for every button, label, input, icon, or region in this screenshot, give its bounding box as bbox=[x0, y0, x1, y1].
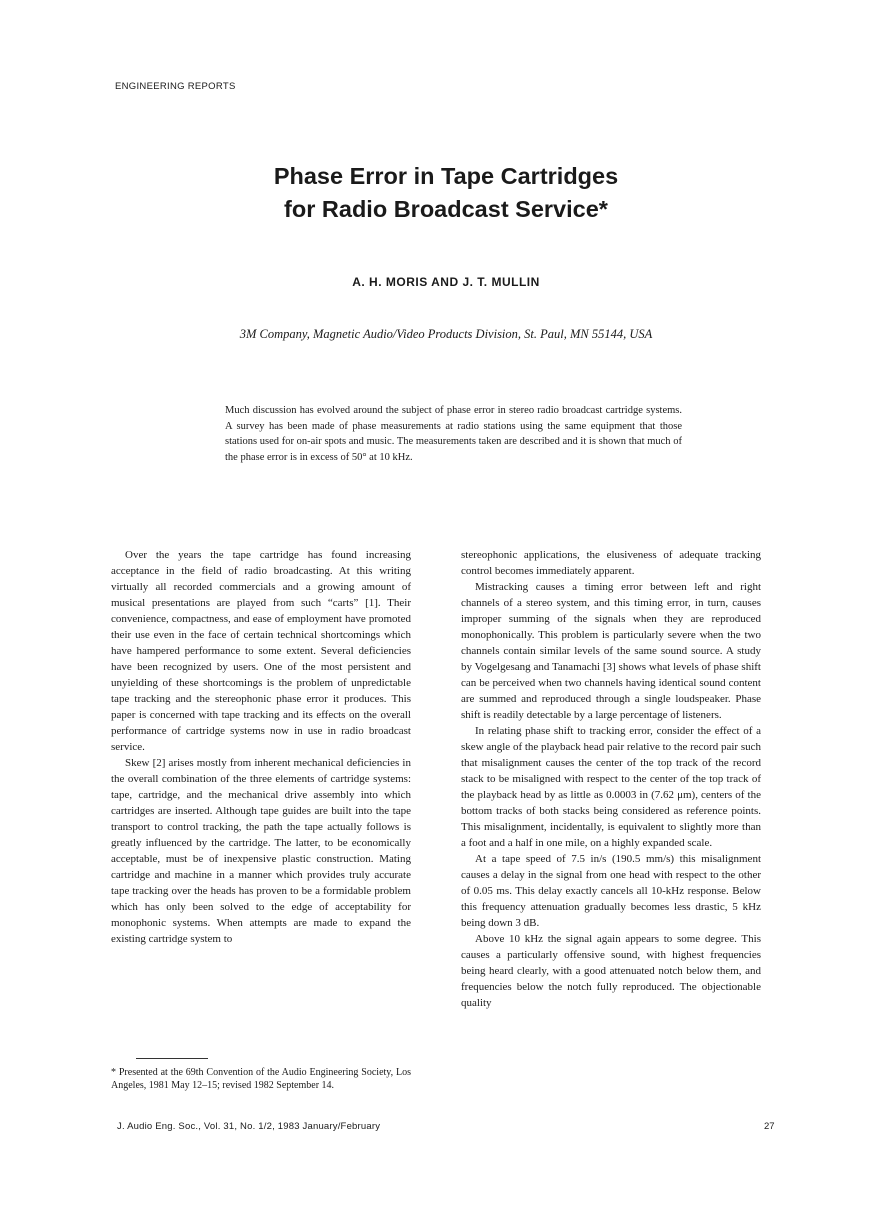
paragraph: Mistracking causes a timing error between left and right channels of a stereo system, and this timing error, in turn, causes improper summing of the signals when they are reproduced monophonically. This problem is particularly severe when the two channels contain similar levels of the same sound source. A study by Vogelgesang and Tanamachi [3] shows what levels of phase shift can be perceived when two channels having identical sound content are summed and reproduced through a single loudspeaker. Phase shift is readily detectable by a large percentage of listeners. bbox=[461, 581, 761, 721]
paragraph: At a tape speed of 7.5 in/s (190.5 mm/s) this misalignment causes a delay in the signal from one head with respect to the other of 0.05 ms. This delay exactly cancels all 10-kHz response. Below this frequency attenuation gradually becomes less drastic, 5 kHz being down 3 dB. bbox=[461, 853, 761, 929]
footnote: * Presented at the 69th Convention of the Audio Engineering Society, Los Angeles, 1981 May 12–15; revised 1982 September 14. bbox=[111, 1067, 411, 1091]
paragraph: Skew [2] arises mostly from inherent mechanical deficiencies in the overall combination of the three elements of cartridge systems: tape, cartridge, and the mechanical drive assembly into which cartridges are inserted. Although tape guides are built into the tape transport to control tracking, the path the tape actually follows is greatly influenced by the cartridge. The latter, to be economically acceptable, must be of inexpensive plastic construction. Mating cartridge and machine in a manner which provides truly accurate tape tracking over the heads has proven to be a formidable problem which has only been solved to the edge of acceptability for monophonic systems. When attempts are made to expand the existing cartridge system to bbox=[111, 757, 411, 945]
title-line-1: Phase Error in Tape Cartridges bbox=[273, 163, 619, 189]
paragraph: stereophonic applications, the elusiveness of adequate tracking control becomes immediately apparent. bbox=[461, 549, 761, 577]
paragraph: Over the years the tape cartridge has found increasing acceptance in the field of radio broadcasting. At this writing virtually all recorded commercials and a growing amount of musical presentations are played from such “carts” [1]. Their convenience, compactness, and ease of employment have promoted their use even in the face of certain technical shortcomings which have hampered performance to some extent. Several deficiencies have been recognized by users. One of the most persistent and unyielding of these shortcomings is the problem of unpredictable tape tracking and the stereophonic phase error it produces. This paper is concerned with tape tracking and its effects on the overall performance of cartridge systems now in use in radio broadcast service. bbox=[111, 549, 411, 753]
paper-title bbox=[0, 160, 892, 226]
title-line-2: for Radio Broadcast Service* bbox=[284, 196, 608, 222]
body-column-right bbox=[461, 547, 761, 1011]
journal-citation: J. Audio Eng. Soc., Vol. 31, No. 1/2, 1983 January/February bbox=[117, 1121, 381, 1132]
paragraph: In relating phase shift to tracking error, consider the effect of a skew angle of the playback head pair relative to the record pair such that misalignment causes the center of the top track of the record stack to be misaligned with respect to the center of the top track of the playback head by as little as 0.0003 in (7.62 μm), centers of the bottom tracks of both stacks being considered as reference points. This misalignment, incidentally, is equivalent to slightly more than a foot and a half in one mile, on a highly expanded scale. bbox=[461, 725, 761, 849]
abstract: Much discussion has evolved around the subject of phase error in stereo radio broadcast cartridge systems. A survey has been made of phase measurements at radio stations using the same equipment that those stations used for on-air spots and music. The measurements taken are described and it is shown that much of the phase error is in excess of 50° at 10 kHz. bbox=[225, 405, 682, 463]
affiliation: 3M Company, Magnetic Audio/Video Products Division, St. Paul, MN 55144, USA bbox=[239, 327, 653, 341]
footnote-rule bbox=[136, 1058, 208, 1059]
authors: A. H. MORIS AND J. T. MULLIN bbox=[352, 275, 540, 289]
paragraph: Above 10 kHz the signal again appears to some degree. This causes a particularly offensive sound, with highest frequencies being heard clearly, with a good attenuated notch below them, and frequencies below the notch fully reproduced. The objectionable quality bbox=[461, 933, 761, 1009]
page-number: 27 bbox=[764, 1121, 775, 1132]
section-header: ENGINEERING REPORTS bbox=[115, 81, 236, 92]
body-column-left bbox=[111, 547, 411, 947]
